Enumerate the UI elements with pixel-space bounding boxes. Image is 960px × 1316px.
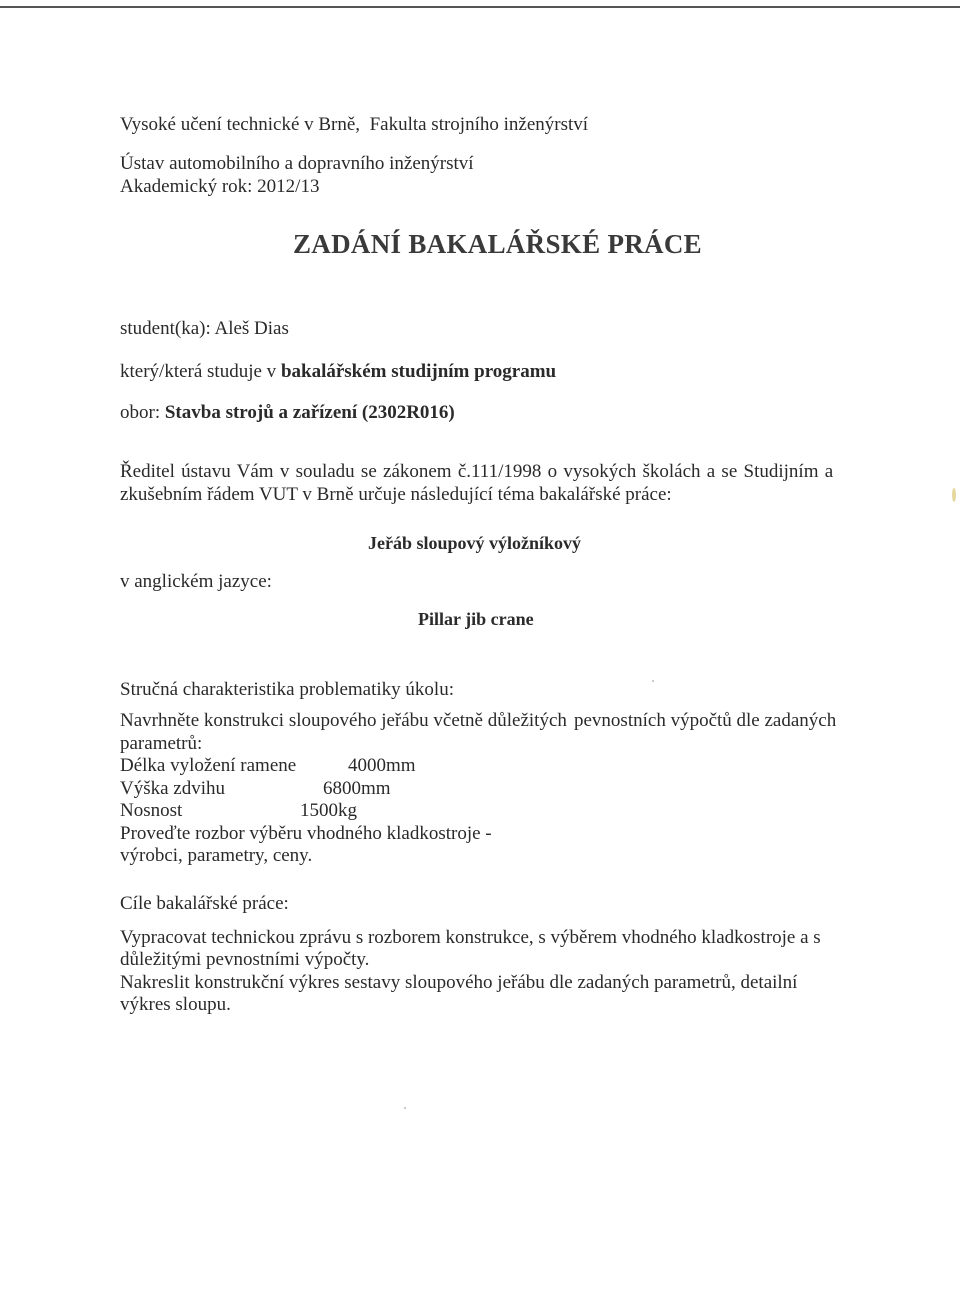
- field-line: obor: Stavba strojů a zařízení (2302R016): [120, 402, 455, 423]
- param-label: Délka vyložení ramene: [120, 755, 297, 776]
- student-line: student(ka): Aleš Dias: [120, 318, 289, 339]
- intro-line-1: Ředitel ústavu Vám v souladu se zákonem č.111/1998 o vysokých školách a se Studijním a: [120, 461, 834, 482]
- goals-line-1: Vypracovat technickou zprávu s rozborem konstrukce, s výběrem vhodného kladkostroje a s: [120, 927, 821, 948]
- scan-speck: [404, 1107, 406, 1109]
- param-value: 1500kg: [300, 800, 357, 821]
- topic-english-label: v anglickém jazyce:: [120, 571, 272, 592]
- header-academic-year: Akademický rok: 2012/13: [120, 176, 320, 197]
- scan-speck: [952, 488, 956, 502]
- characteristics-line-4: výrobci, parametry, ceny.: [120, 845, 313, 866]
- intro-line-2: zkušebním řádem VUT v Brně určuje následující téma bakalářské práce:: [120, 484, 672, 505]
- characteristics-line-3: Proveďte rozbor výběru vhodného kladkostroje -: [120, 823, 492, 844]
- scan-speck: [652, 680, 654, 682]
- param-label: Výška zdvihu: [120, 778, 226, 799]
- header-university: Vysoké učení technické v Brně, Fakulta strojního inženýrství: [120, 114, 589, 135]
- characteristics-line-1b: pevnostních výpočtů dle zadaných: [574, 710, 837, 731]
- param-value: 4000mm: [348, 755, 416, 776]
- param-label: Nosnost: [120, 800, 183, 821]
- goals-line-2: důležitými pevnostními výpočty.: [120, 949, 370, 970]
- topic-czech: Jeřáb sloupový výložníkový: [368, 533, 582, 553]
- scan-top-edge: [0, 6, 960, 8]
- page-title: ZADÁNÍ BAKALÁŘSKÉ PRÁCE: [293, 229, 702, 259]
- param-value: 6800mm: [323, 778, 391, 799]
- program-line: který/která studuje v bakalářském studijním programu: [120, 361, 557, 382]
- characteristics-line-1: Navrhněte konstrukci sloupového jeřábu včetně důležitých: [120, 710, 567, 731]
- characteristics-line-2: parametrů:: [120, 733, 203, 754]
- goals-heading: Cíle bakalářské práce:: [120, 893, 289, 914]
- characteristics-heading: Stručná charakteristika problematiky úkolu:: [120, 679, 454, 700]
- header-institute: Ústav automobilního a dopravního inženýrství: [120, 153, 474, 174]
- goals-line-4: výkres sloupu.: [120, 994, 231, 1015]
- goals-line-3: Nakreslit konstrukční výkres sestavy sloupového jeřábu dle zadaných parametrů, detailní: [120, 972, 798, 993]
- topic-english: Pillar jib crane: [418, 609, 534, 629]
